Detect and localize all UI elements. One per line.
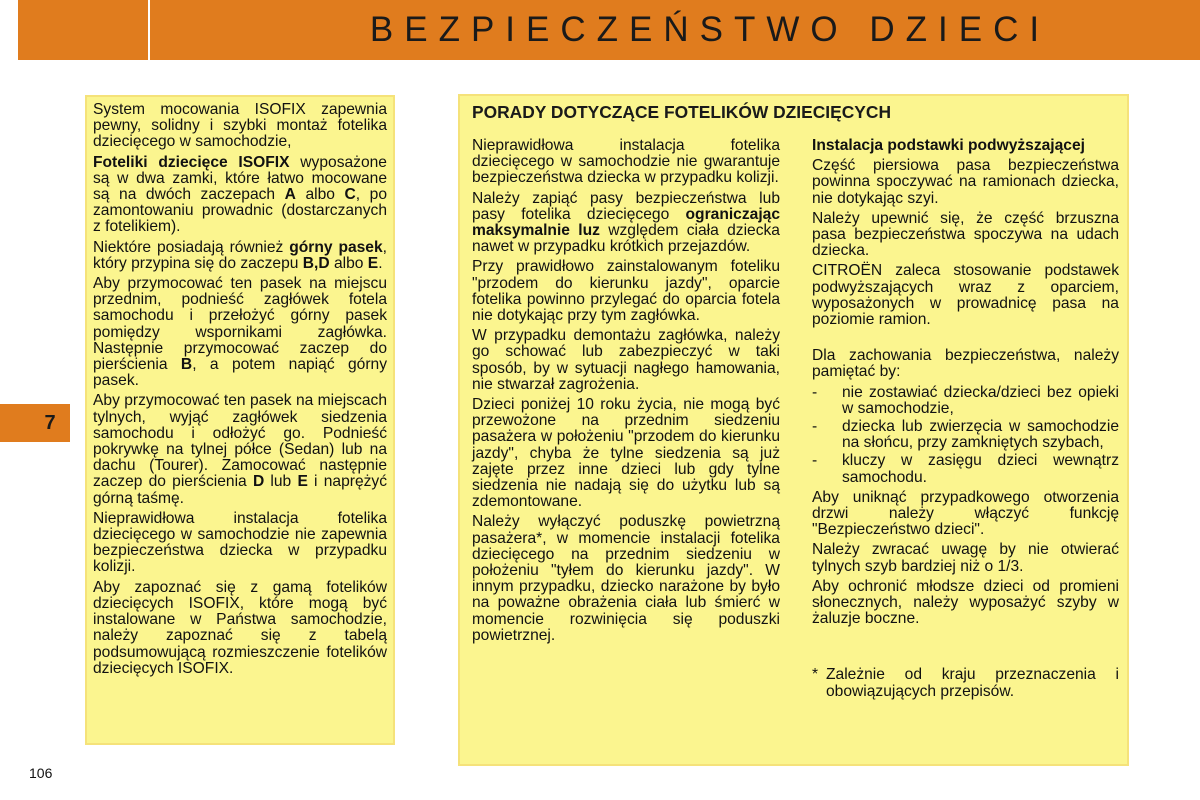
page-title: BEZPIECZEŃSTWO DZIECI — [369, 10, 1051, 49]
chapter-tab[interactable] — [0, 404, 70, 442]
tips-paragraph: W przypadku demontażu zagłówka, należy go schować lub zabezpieczyć w taki sposób, by w sytuacji nagłego hamowania, nie stwarzał zagrożenia. — [472, 327, 780, 393]
isofix-paragraph: Niektóre posiadają również górny pasek, który przypina się do zaczepu B,D albo E. — [93, 238, 387, 272]
tips-paragraph: Przy prawidłowo zainstalowanym foteliku "przodem do kierunku jazdy", oparcie fotelika powinno przylegać do oparcia fotela nie dotykając przy tym zagłówka. — [472, 258, 780, 325]
tips-paragraph: Dzieci poniżej 10 roku życia, nie mogą być przewożone na przednim siedzeniu pasażera w położeniu "przodem do kierunku jazdy", chyba że tylne siedzenia są już zajęte przez inne dzieci lub gdy tylne siedzenia nie nadają się do użytku lub są zdemontowane. — [472, 396, 780, 511]
tips-paragraph: Aby ochronić młodsze dzieci od promieni słonecznych, należy wyposażyć szyby w żaluzje boczne. — [812, 577, 1119, 628]
isofix-paragraph: Foteliki dziecięce ISOFIX wyposażone są w dwa zamki, które łatwo mocowane są na dwóch zaczepach A albo C, po zamontowaniu prowadnic (dostarczanych z fotelikiem). — [93, 153, 387, 236]
tips-paragraph: Aby uniknąć przypadkowego otworzenia drzwi należy włączyć funkcję "Bezpieczeństwo dzieci". — [812, 488, 1119, 539]
tips-paragraph: Część piersiowa pasa bezpieczeństwa powinna spoczywać na ramionach dziecka, nie dotykając szyi. — [812, 157, 1119, 207]
tips-paragraph: Nieprawidłowa instalacja fotelika dziecięcego w samochodzie nie gwarantuje bezpieczeństwa dziecka w przypadku kolizji. — [472, 137, 780, 187]
chapter-number: 7 — [44, 411, 56, 434]
tips-column-right — [812, 138, 1119, 700]
footnote-mark: * — [812, 666, 819, 684]
isofix-paragraph: System mocowania ISOFIX zapewnia pewny, solidny i szybki montaż fotelika dziecięcego w samochodzie, — [93, 101, 387, 151]
list-item-text: kluczy w zasięgu dzieci wewnątrz samochodu. — [842, 452, 1119, 486]
list-item-text: nie zostawiać dziecka/dzieci bez opieki w samochodzie, — [842, 383, 1119, 417]
isofix-info-box — [85, 95, 395, 745]
tips-paragraph: CITROËN zaleca stosowanie podstawek podwyższających wraz z oparciem, wyposażonych w prowadnicę pasa na poziomie ramion. — [812, 262, 1119, 329]
isofix-paragraph: Nieprawidłowa instalacja fotelika dziecięcego w samochodzie nie zapewnia bezpieczeństwa dziecka w przypadku kolizji. — [93, 509, 387, 576]
tips-column-left — [472, 138, 780, 648]
list-dash: - — [812, 452, 818, 470]
tips-paragraph: Należy zapiąć pasy bezpieczeństwa lub pasy fotelika dziecięcego ograniczając maksymalnie luz względem ciała dziecka nawet w przypadku krótkich przejazdów. — [472, 189, 780, 256]
list-item — [812, 453, 1119, 485]
tips-title: PORADY DOTYCZĄCE FOTELIKÓW DZIECIĘCYCH — [472, 102, 891, 122]
list-item-text: dziecka lub zwierzęcia w samochodzie na słońcu, przy zamkniętych szybach, — [842, 418, 1119, 452]
tips-paragraph: Należy wyłączyć poduszkę powietrzną pasażera*, w momencie instalacji fotelika dziecięcego na przednim siedzeniu w położeniu "tyłem do kierunku jazdy". W innym przypadku, dziecko narażone by było na poważne obrażenia ciała lub śmierć w momencie rozwinięcia się poduszki powietrznej. — [472, 513, 780, 644]
list-item — [812, 385, 1119, 417]
isofix-paragraph: Aby przymocować ten pasek na miejscu przednim, podnieść zagłówek fotela samochodu i przełożyć górny pasek pomiędzy wspornikami zagłówka. Następnie przymocować zaczep do pierścienia B, a potem napiąć górny pasek. — [93, 275, 387, 390]
isofix-paragraph: Aby zapoznać się z gamą fotelików dziecięcych ISOFIX, które mogą być instalowane w Państwa samochodzie, należy zapoznać się z tabelą podsumowującą rozmieszczenie fotelików dziecięcych ISOFIX. — [93, 578, 387, 677]
tips-paragraph: Należy zwracać uwagę by nie otwierać tylnych szyb bardziej niż o 1/3. — [812, 541, 1119, 575]
list-item — [812, 419, 1119, 451]
page-header — [150, 0, 1200, 60]
list-dash: - — [812, 418, 818, 436]
page-number: 106 — [29, 765, 53, 781]
footnote-text: Zależnie od kraju przeznaczenia i obowiązujących przepisów. — [826, 666, 1119, 700]
header-accent-block — [18, 0, 148, 60]
footnote — [812, 667, 1119, 699]
child-seat-tips-box — [458, 94, 1129, 766]
tips-paragraph: Dla zachowania bezpieczeństwa, należy pamiętać by: — [812, 347, 1119, 381]
list-dash: - — [812, 383, 818, 401]
isofix-paragraph: Aby przymocować ten pasek na miejscach tylnych, wyjąć zagłówek siedzenia samochodu i odłożyć go. Podnieść pokrywkę na tylnej półce (Sedan) lub na dachu (Tourer). Zamocować następnie zaczep do pierścienia D lub E i naprężyć górną taśmę. — [93, 392, 388, 507]
booster-subheading: Instalacja podstawki podwyższającej — [812, 137, 1085, 154]
tips-paragraph: Należy upewnić się, że część brzuszna pasa bezpieczeństwa spoczywa na udach dziecka. — [812, 209, 1119, 260]
